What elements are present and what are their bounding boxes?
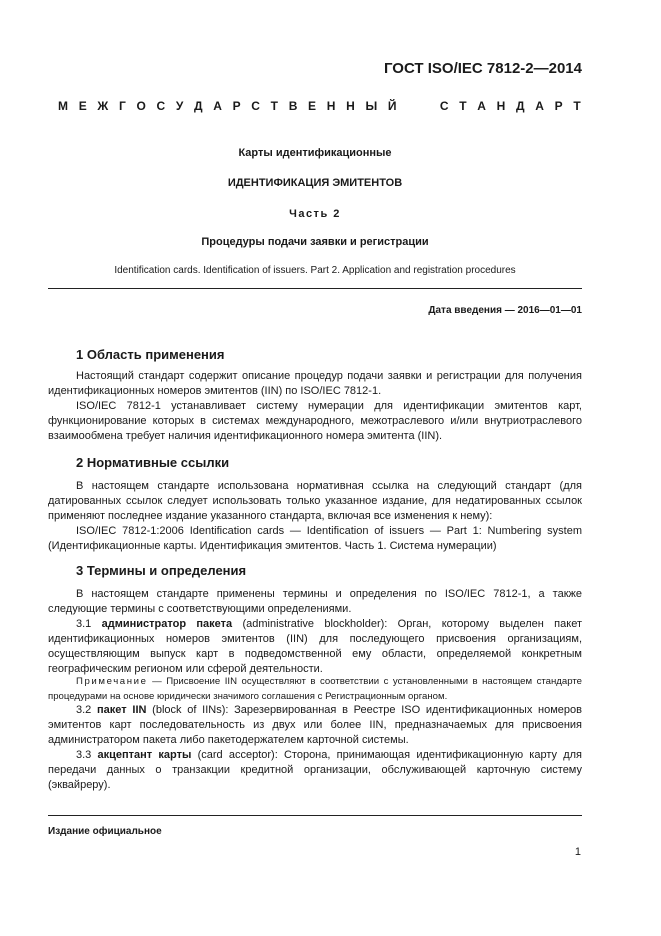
definition-number: 3.3: [76, 749, 92, 761]
standard-type-letter: А: [535, 99, 544, 113]
word-gap: [407, 99, 429, 113]
paragraph: ISO/IEC 7812-1:2006 Identification cards — Identification of issuers — Part 1: Numbering system (Идентификационные карты. Идентификация эмитентов. Часть 1. Система нумерации): [48, 525, 582, 552]
standard-type-letter: Р: [232, 99, 241, 113]
footer-divider: [48, 815, 582, 816]
standard-type-letter: В: [288, 99, 298, 113]
standard-type-letter: Н: [496, 99, 506, 113]
note-label: Примечание: [76, 676, 148, 687]
standard-type-heading: [58, 99, 581, 113]
section-3-body: [48, 587, 582, 677]
standard-type-letter: Т: [459, 99, 467, 113]
section-3-definitions: [48, 703, 582, 793]
standard-type-letter: С: [156, 99, 166, 113]
standard-type-letter: А: [477, 99, 486, 113]
standard-type-letter: Н: [346, 99, 355, 113]
definition-term: акцептант карты: [97, 749, 192, 761]
standard-type-letter: Ж: [97, 99, 109, 113]
official-edition-label: Издание официальное: [48, 826, 162, 837]
definition-3-1: [48, 617, 582, 677]
standard-type-letter: Р: [554, 99, 563, 113]
definition-3-2: [48, 703, 582, 748]
standard-type-letter: Т: [270, 99, 278, 113]
standard-type-letter: Г: [118, 99, 126, 113]
page-number: 1: [574, 846, 581, 858]
note-block: [48, 674, 582, 704]
standard-type-letter: У: [175, 99, 184, 113]
standard-type-letter: С: [439, 99, 449, 113]
standard-type-letter: Д: [193, 99, 203, 113]
paragraph: Настоящий стандарт содержит описание процедур подачи заявки и регистрации для получения идентификационных номеров эмитентов (IIN) по ISO/IEC 7812-1.: [48, 370, 582, 397]
definition-term: пакет IIN: [97, 704, 147, 716]
title-divider: [48, 288, 582, 289]
standard-type-letter: Ы: [365, 99, 378, 113]
title-line-2: ИДЕНТИФИКАЦИЯ ЭМИТЕНТОВ: [227, 177, 403, 189]
standard-type-letter: Т: [573, 99, 581, 113]
paragraph: В настоящем стандарте применены термины и определения по ISO/IEC 7812-1, а также следующие термины с соответствующими определениями.: [48, 588, 582, 615]
standard-type-letter: Е: [78, 99, 87, 113]
note-text: — Присвоение IIN осуществляют в соответствии с установленными в настоящем стандарте процедурами на основе юридически значимого соглашения с Регистрационным органом.: [48, 676, 582, 702]
definition-3-3: [48, 748, 582, 793]
standard-type-letter: Н: [326, 99, 336, 113]
standard-type-letter: Е: [308, 99, 317, 113]
title-line-1: Карты идентификационные: [238, 147, 392, 159]
standard-type-letter: О: [136, 99, 146, 113]
standard-type-letter: Й: [387, 99, 397, 113]
section-1-heading: 1 Область применения: [76, 347, 225, 362]
definition-text: (administrative blockholder): Орган, которому выделен пакет идентификационных номеров эмитентов (IIN) для последующего присвоения организациям, осуществляющим выпуск карт в подведомственной ему области, определяемой конкретным географическим регионом или сферой деятельности.: [48, 618, 582, 675]
standard-type-letter: Д: [516, 99, 525, 113]
title-part: Часть 2: [289, 208, 341, 220]
paragraph: В настоящем стандарте использована нормативная ссылка на следующий стандарт (для датированных ссылок следует использовать только указанное издание, для недатированных ссылок применяют последнее издание указанного стандарта, включая все изменения к нему):: [48, 480, 582, 522]
section-2-body: [48, 479, 582, 554]
definition-text: (card acceptor): Сторона, принимающая идентификационную карту для передачи данных о транзакции кредитной организации, обслуживающей карточную систему (эквайреру).: [48, 749, 583, 791]
standard-type-letter: М: [58, 99, 68, 113]
paragraph: ISO/IEC 7812-1 устанавливает систему нумерации для идентификации эмитентов карт, функционирование которых в системах международного, межотраслевого и/или внутриотраслевого взаимообмена требует наличия идентификационного номера эмитента (IIN).: [48, 400, 582, 442]
definition-number: 3.1: [76, 618, 92, 630]
section-1-body: [48, 369, 582, 444]
title-english: Identification cards. Identification of issuers. Part 2. Application and registration procedures: [114, 265, 516, 276]
definition-term: администратор пакета: [101, 618, 233, 630]
definition-number: 3.2: [76, 704, 92, 716]
section-3-heading: 3 Термины и определения: [76, 563, 247, 578]
section-2-heading: 2 Нормативные ссылки: [76, 455, 230, 470]
date-introduced: Дата введения — 2016—01—01: [428, 305, 582, 316]
title-line-4: Процедуры подачи заявки и регистрации: [201, 236, 429, 248]
gost-number: ГОСТ ISO/IEC 7812-2—2014: [383, 60, 582, 77]
definition-text: (block of IINs): Зарезервированная в Реестре ISO идентификационных номеров эмитентов карт последовательность из двух или более IIN, предназначаемых для присвоения администратором пакета либо пакетодержателем карточной системы.: [48, 704, 582, 746]
standard-type-letter: С: [251, 99, 260, 113]
standard-type-letter: А: [213, 99, 222, 113]
